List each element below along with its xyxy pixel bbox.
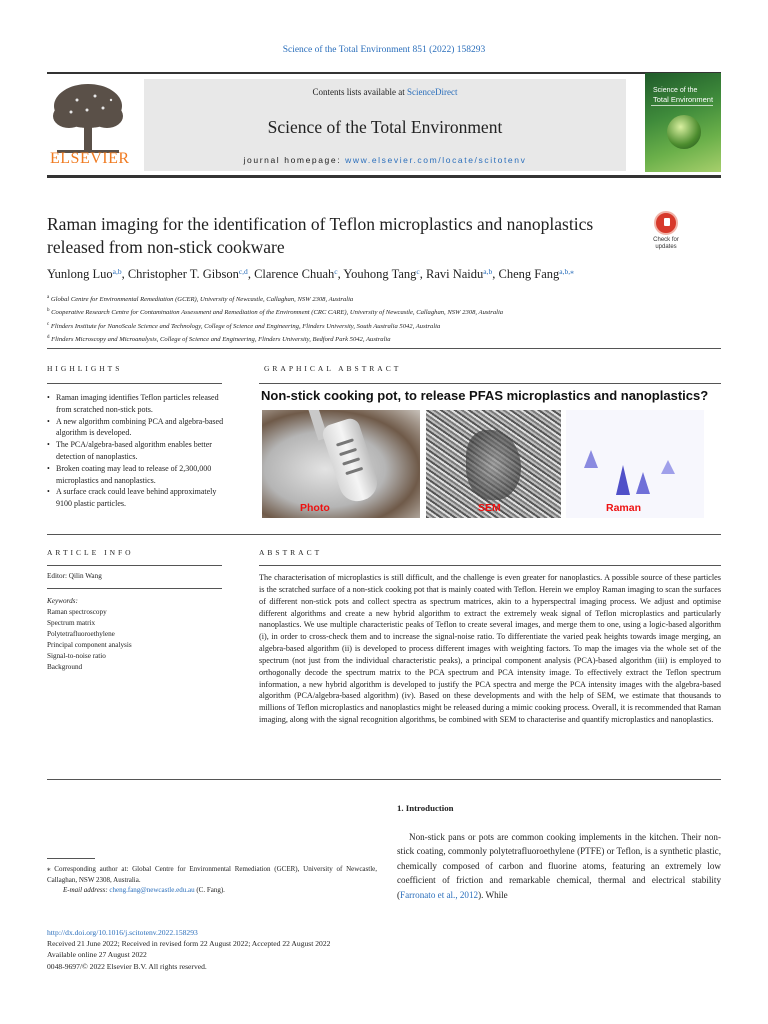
sciencedirect-link[interactable]: ScienceDirect: [407, 87, 458, 97]
raman-peak: [616, 465, 630, 495]
header-top-rule: [47, 72, 721, 74]
section-rule: [47, 348, 721, 349]
author-separator: ,: [121, 267, 128, 281]
journal-title: Science of the Total Environment: [267, 117, 503, 137]
abstract-text: The characterisation of microplastics is still difficult, and the challenge is even greater for nanoplastics. A possible source of these particles is the scratched surface of a non-stick cooking pot that is mainly coated with Teflon. Herein we employ Raman imaging to scan the surfaces of different non-stick pots and collect spectra as spectrum matrices, akin to a hyperspectral imaging process. We adjust and optimise different algorithms and create a new hybrid algorithm to extract the extremely weak signal of Teflon microplastics and particularly nanoplastics. We use multiple characteristic peaks of Teflon to create several images, and merge them to one, using a logic-based algorithm (i), in order to cross-check them and to increase the signal-noise ratio. To differentiate the varied peak heights towards image merging, an algebra-based algorithm (ii) is developed to process different images with weighting factors. To map the images via the whole set of the spectrum (not just from the individual characteristic peaks), a principal component analysis (PCA)-based algorithm (iii) is employed to orthogonally decode the spectrum matrix to the PCA spectrum and PCA intensity image. To effectively extract the Teflon spectrum information, a new hybrid algorithm is developed to justify the PCA spectra and merge the PCA intensity images with the algebra-based algorithm (PCA/algebra-based algorithm) (iv). Based on these developments and with the help of SEM, we estimate that thousands to millions of Teflon microplastics and nanoplastics might be released during a mimic cooking process. Overall, it is recommended that Raman imaging, along with the signal recognition algorithms, be combined with SEM to characterise and quantify microplastics and nanoplastics.: [259, 573, 721, 725]
introduction-heading: 1. Introduction: [397, 803, 454, 813]
check-updates-icon: [654, 211, 678, 235]
affiliation-text: Flinders Microscopy and Microanalysis, College of Science and Engineering, Flinders University, Bedford Park 5042, Australia: [51, 336, 391, 344]
spatula-graphic: [320, 416, 381, 506]
keyword-item[interactable]: Polytetrafluoroethylene: [47, 630, 115, 638]
keywords-block: [47, 596, 132, 673]
highlights-list: [47, 392, 225, 510]
corresponding-author-footnote: [47, 864, 377, 896]
highlights-rule: [47, 383, 222, 384]
graphical-abstract-heading: GRAPHICAL ABSTRACT: [264, 364, 402, 373]
author-affiliation-marker[interactable]: a,b: [483, 267, 493, 276]
affiliation-item: [47, 319, 727, 332]
affiliation-text: Flinders Institute for NanoScale Science and Technology, College of Science and Engineering, Flinders University, South Australia 5042, Australia: [50, 322, 441, 330]
author-name[interactable]: Cheng Fang: [498, 267, 560, 281]
author-affiliation-marker[interactable]: c: [416, 267, 420, 276]
affiliation-key: d: [47, 335, 50, 341]
graphical-abstract[interactable]: [259, 388, 707, 528]
elsevier-wordmark: ELSEVIER: [50, 150, 130, 167]
highlight-item: • Raman imaging identifies Teflon particles released from scratched non-stick pots.: [47, 392, 225, 416]
journal-banner: [144, 79, 626, 171]
raman-peak: [636, 472, 650, 494]
check-for-updates-button[interactable]: [647, 211, 685, 253]
affiliation-item: [47, 305, 727, 318]
sem-label: SEM: [478, 502, 501, 514]
sem-crack-graphic: [466, 430, 521, 500]
keyword-item[interactable]: Principal component analysis: [47, 641, 132, 649]
affiliation-list: [47, 292, 727, 346]
header-bottom-rule: [47, 175, 721, 178]
raman-label: Raman: [606, 502, 642, 514]
author-separator: ,: [492, 267, 499, 281]
author-affiliation-marker[interactable]: c: [334, 267, 338, 276]
graphical-abstract-rule: [259, 383, 721, 384]
sem-panel: [426, 410, 561, 518]
check-updates-label: Check for updates: [653, 237, 679, 250]
introduction-text: Non-stick pans or pots are common cooking implements in the kitchen. Their non-stick coating, commonly polytetrafluoroethylene (PTFE) or Teflon, is a synthetic plastic, chemically composed of carbon and fluorine atoms, featuring an extremely low coefficient of friction and remarkable chemical, thermal and electrical stability (Farronato et al., 2012). While: [397, 832, 721, 900]
author-email-link[interactable]: cheng.fang@newcastle.edu.au: [109, 886, 195, 895]
graphical-abstract-title: Non-stick cooking pot, to release PFAS microplastics and nanoplastics?: [261, 388, 709, 403]
raman-peak: [584, 450, 598, 468]
affiliation-text: Global Centre for Environmental Remediation (GCER), University of Newcastle, Callaghan, NSW 2308, Australia: [50, 296, 354, 304]
raman-peak: [661, 460, 675, 474]
abstract-rule: [259, 565, 721, 566]
keyword-item[interactable]: Signal-to-noise ratio: [47, 652, 106, 660]
section-rule: [47, 534, 721, 535]
corresponding-author-text: ⁎ Corresponding author at: Global Centre for Environmental Remediation (GCER), University of Newcastle, Callaghan, NSW 2308, Australia.: [47, 865, 377, 884]
author-name[interactable]: Clarence Chuah: [254, 267, 335, 281]
journal-homepage-link[interactable]: www.elsevier.com/locate/scitotenv: [345, 155, 527, 165]
cover-title-line1: Science of the: [653, 87, 698, 94]
keyword-item[interactable]: Raman spectroscopy: [47, 608, 107, 616]
author-affiliation-marker[interactable]: c,d: [238, 267, 248, 276]
cover-divider: [651, 105, 713, 106]
article-history: [47, 927, 547, 972]
affiliation-item: [47, 332, 727, 345]
author-name[interactable]: Yunlong Luo: [47, 267, 113, 281]
article-info-heading: ARTICLE INFO: [47, 548, 134, 557]
author-name[interactable]: Ravi Naidu: [425, 267, 484, 281]
article-title: Raman imaging for the identification of Teflon microplastics and nanoplastics released from non-stick cookware: [47, 214, 594, 257]
raman-panel: [566, 410, 704, 518]
citation-link[interactable]: Farronato et al., 2012: [400, 889, 479, 900]
author-affiliation-marker[interactable]: a,b: [112, 267, 122, 276]
received-dates: Received 21 June 2022; Received in revised form 22 August 2022; Accepted 22 August 2022: [47, 939, 331, 949]
article-info-rule: [47, 565, 222, 566]
author-list: [47, 267, 727, 282]
available-online: Available online 27 August 2022: [47, 950, 147, 960]
author-name[interactable]: Youhong Tang: [343, 267, 417, 281]
editor-rule: [47, 588, 222, 589]
journal-reference-link[interactable]: Science of the Total Environment 851 (2022) 158293: [282, 45, 486, 55]
doi-link[interactable]: http://dx.doi.org/10.1016/j.scitotenv.2022.158293: [47, 928, 198, 937]
journal-homepage: journal homepage: www.elsevier.com/locate/scitotenv: [243, 155, 527, 165]
affiliation-text: Cooperative Research Centre for Contamination Assessment and Remediation of the Environment (CRC CARE), University of Newcastle, Callaghan, NSW 2308, Australia: [51, 309, 504, 317]
highlights-heading: HIGHLIGHTS: [47, 364, 123, 373]
affiliation-key: b: [47, 308, 50, 314]
photo-label: Photo: [300, 502, 330, 514]
author-name[interactable]: Christopher T. Gibson: [127, 267, 239, 281]
cover-globe-graphic: [667, 115, 701, 149]
keywords-heading: Keywords:: [47, 597, 78, 605]
keyword-item[interactable]: Background: [47, 663, 83, 671]
author-separator: ,: [419, 267, 426, 281]
highlight-item: • A surface crack could leave behind approximately 9100 plastic particles.: [47, 486, 225, 510]
photo-panel: [262, 410, 420, 518]
highlight-item: • A new algorithm combining PCA and algebra-based algorithm is developed.: [47, 416, 225, 440]
affiliation-key: c: [47, 321, 50, 327]
email-line: E-mail address: cheng.fang@newcastle.edu.au (C. Fang).: [63, 886, 225, 895]
copyright: 0048-9697/© 2022 Elsevier B.V. All rights reserved.: [47, 961, 207, 971]
footnote-rule: [47, 858, 95, 859]
author-separator: ,: [247, 267, 255, 281]
highlight-item: • Broken coating may lead to release of 2,300,000 microplastics and nanoplastics.: [47, 463, 225, 487]
contents-line: Contents lists available at ScienceDirect: [312, 87, 458, 97]
editor-line: Editor: Qilin Wang: [47, 572, 102, 580]
highlight-item: • The PCA/algebra-based algorithm enables better detection of nanoplastics.: [47, 439, 225, 463]
author-affiliation-marker[interactable]: a,b,⁎: [559, 267, 574, 276]
affiliation-key: a: [47, 295, 50, 300]
affiliation-item: [47, 292, 727, 305]
journal-header: [47, 72, 721, 175]
author-separator: ,: [337, 267, 344, 281]
journal-cover-image: [645, 73, 721, 172]
cover-title-line2: Total Environment: [653, 95, 714, 104]
section-rule: [47, 779, 721, 780]
abstract-heading: ABSTRACT: [259, 548, 323, 557]
keyword-item[interactable]: Spectrum matrix: [47, 619, 96, 627]
